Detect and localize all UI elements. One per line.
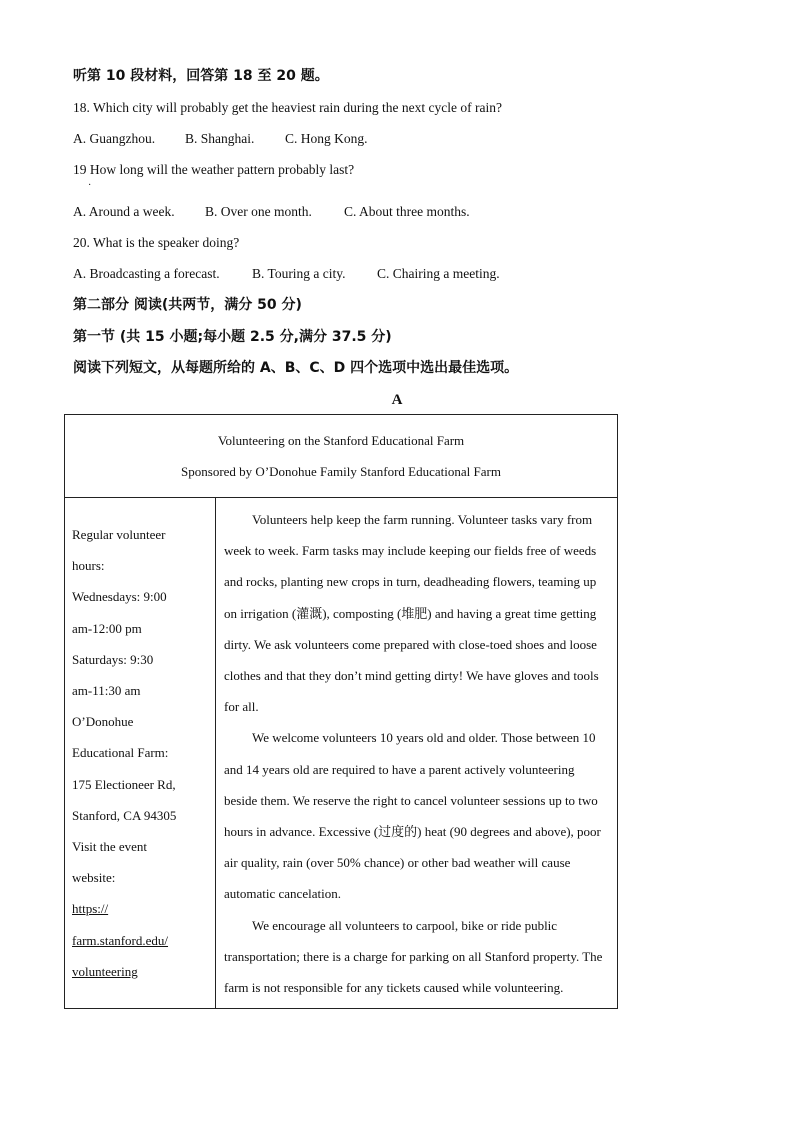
- table-sponsor: Sponsored by O’Donohue Family Stanford Educational Farm: [181, 464, 501, 479]
- description-paragraph-age: We welcome volunteers 10 years old and older. Those between 10 and 14 years old are required to have a parent actively volunteering beside them. We reserve the right to cancel volunteer sessions up to two hours in advance. Excessive (过度的) heat (90 degrees and above), poor air quality, rain (over 50% chance) or other bad weather will cause automatic cancelation.: [224, 730, 601, 902]
- schedule-line: am-12:00 pm: [72, 620, 142, 636]
- address-line: Educational Farm:: [72, 745, 169, 761]
- question-19-stem: 19 How long will the weather pattern probably last?: [73, 162, 355, 177]
- website-link[interactable]: farm.stanford.edu/: [72, 932, 169, 948]
- option-c: C. About three months.: [344, 204, 470, 219]
- option-a: A. Guangzhou.: [73, 131, 156, 146]
- volunteer-info-table: [64, 414, 618, 1009]
- description-cell: [216, 498, 618, 1009]
- option-c: C. Chairing a meeting.: [377, 266, 500, 281]
- schedule-line: hours:: [72, 558, 105, 574]
- reading-part-title: 第二部分 阅读(共两节，满分 50 分): [73, 297, 302, 313]
- option-b: B. Touring a city.: [252, 266, 346, 281]
- table-header-cell: [65, 415, 618, 498]
- question-18-stem: 18. Which city will probably get the heaviest rain during the next cycle of rain?: [73, 100, 502, 115]
- reading-section-title: 第一节 (共 15 小题;每小题 2.5 分,满分 37.5 分): [73, 329, 392, 345]
- website-label-line: Visit the event: [72, 839, 148, 855]
- table-header-row: [65, 415, 618, 498]
- description-paragraph-transport: We encourage all volunteers to carpool, bike or ride public transportation; there is a charge for parking on all Stanford property. The farm is not responsible for any tickets caused while volunteering.: [224, 917, 603, 996]
- address-line: 175 Electioneer Rd,: [72, 776, 176, 792]
- schedule-line: Saturdays: 9:30: [72, 651, 154, 667]
- table-title: Volunteering on the Stanford Educational Farm: [217, 433, 465, 448]
- schedule-line: Regular volunteer: [72, 527, 166, 542]
- stray-dot-mark: ·: [88, 180, 92, 191]
- schedule-line: am-11:30 am: [72, 683, 141, 699]
- description-paragraph-tasks: Volunteers help keep the farm running. Volunteer tasks vary from week to week. Farm tasks may include keeping our fields free of weeds and rocks, planting new crops in turn, deadheading flowers, teaming up on irrigation (灌溉), composting (堆肥) and having a great time getting dirty. We ask volunteers come prepared with close-toed shoes and loose clothes and that they don’t mind getting dirty! We have gloves and tools for all.: [224, 512, 599, 715]
- website-link[interactable]: volunteering: [72, 963, 138, 979]
- schedule-line: Wednesdays: 9:00: [72, 589, 167, 605]
- question-19-options: [73, 203, 470, 221]
- question-20-stem: 20. What is the speaker doing?: [73, 235, 240, 250]
- option-a: A. Broadcasting a forecast.: [73, 266, 220, 281]
- website-link[interactable]: https://: [72, 901, 109, 917]
- address-line: O’Donohue: [72, 714, 134, 730]
- option-a: A. Around a week.: [73, 204, 175, 219]
- listening-heading: 听第 10 段材料，回答第 18 至 20 题。: [73, 68, 329, 84]
- option-b: B. Shanghai.: [185, 131, 255, 146]
- website-label-line: website:: [72, 870, 116, 886]
- passage-letter: A: [391, 392, 403, 408]
- option-b: B. Over one month.: [205, 204, 312, 219]
- question-20-options: [73, 265, 500, 283]
- question-18-options: [73, 130, 368, 148]
- schedule-cell: [65, 498, 216, 1009]
- address-line: Stanford, CA 94305: [72, 807, 177, 823]
- option-c: C. Hong Kong.: [285, 131, 368, 146]
- table-body-row: [65, 498, 618, 1009]
- reading-instruction: 阅读下列短文，从每题所给的 A、B、C、D 四个选项中选出最佳选项。: [73, 360, 519, 376]
